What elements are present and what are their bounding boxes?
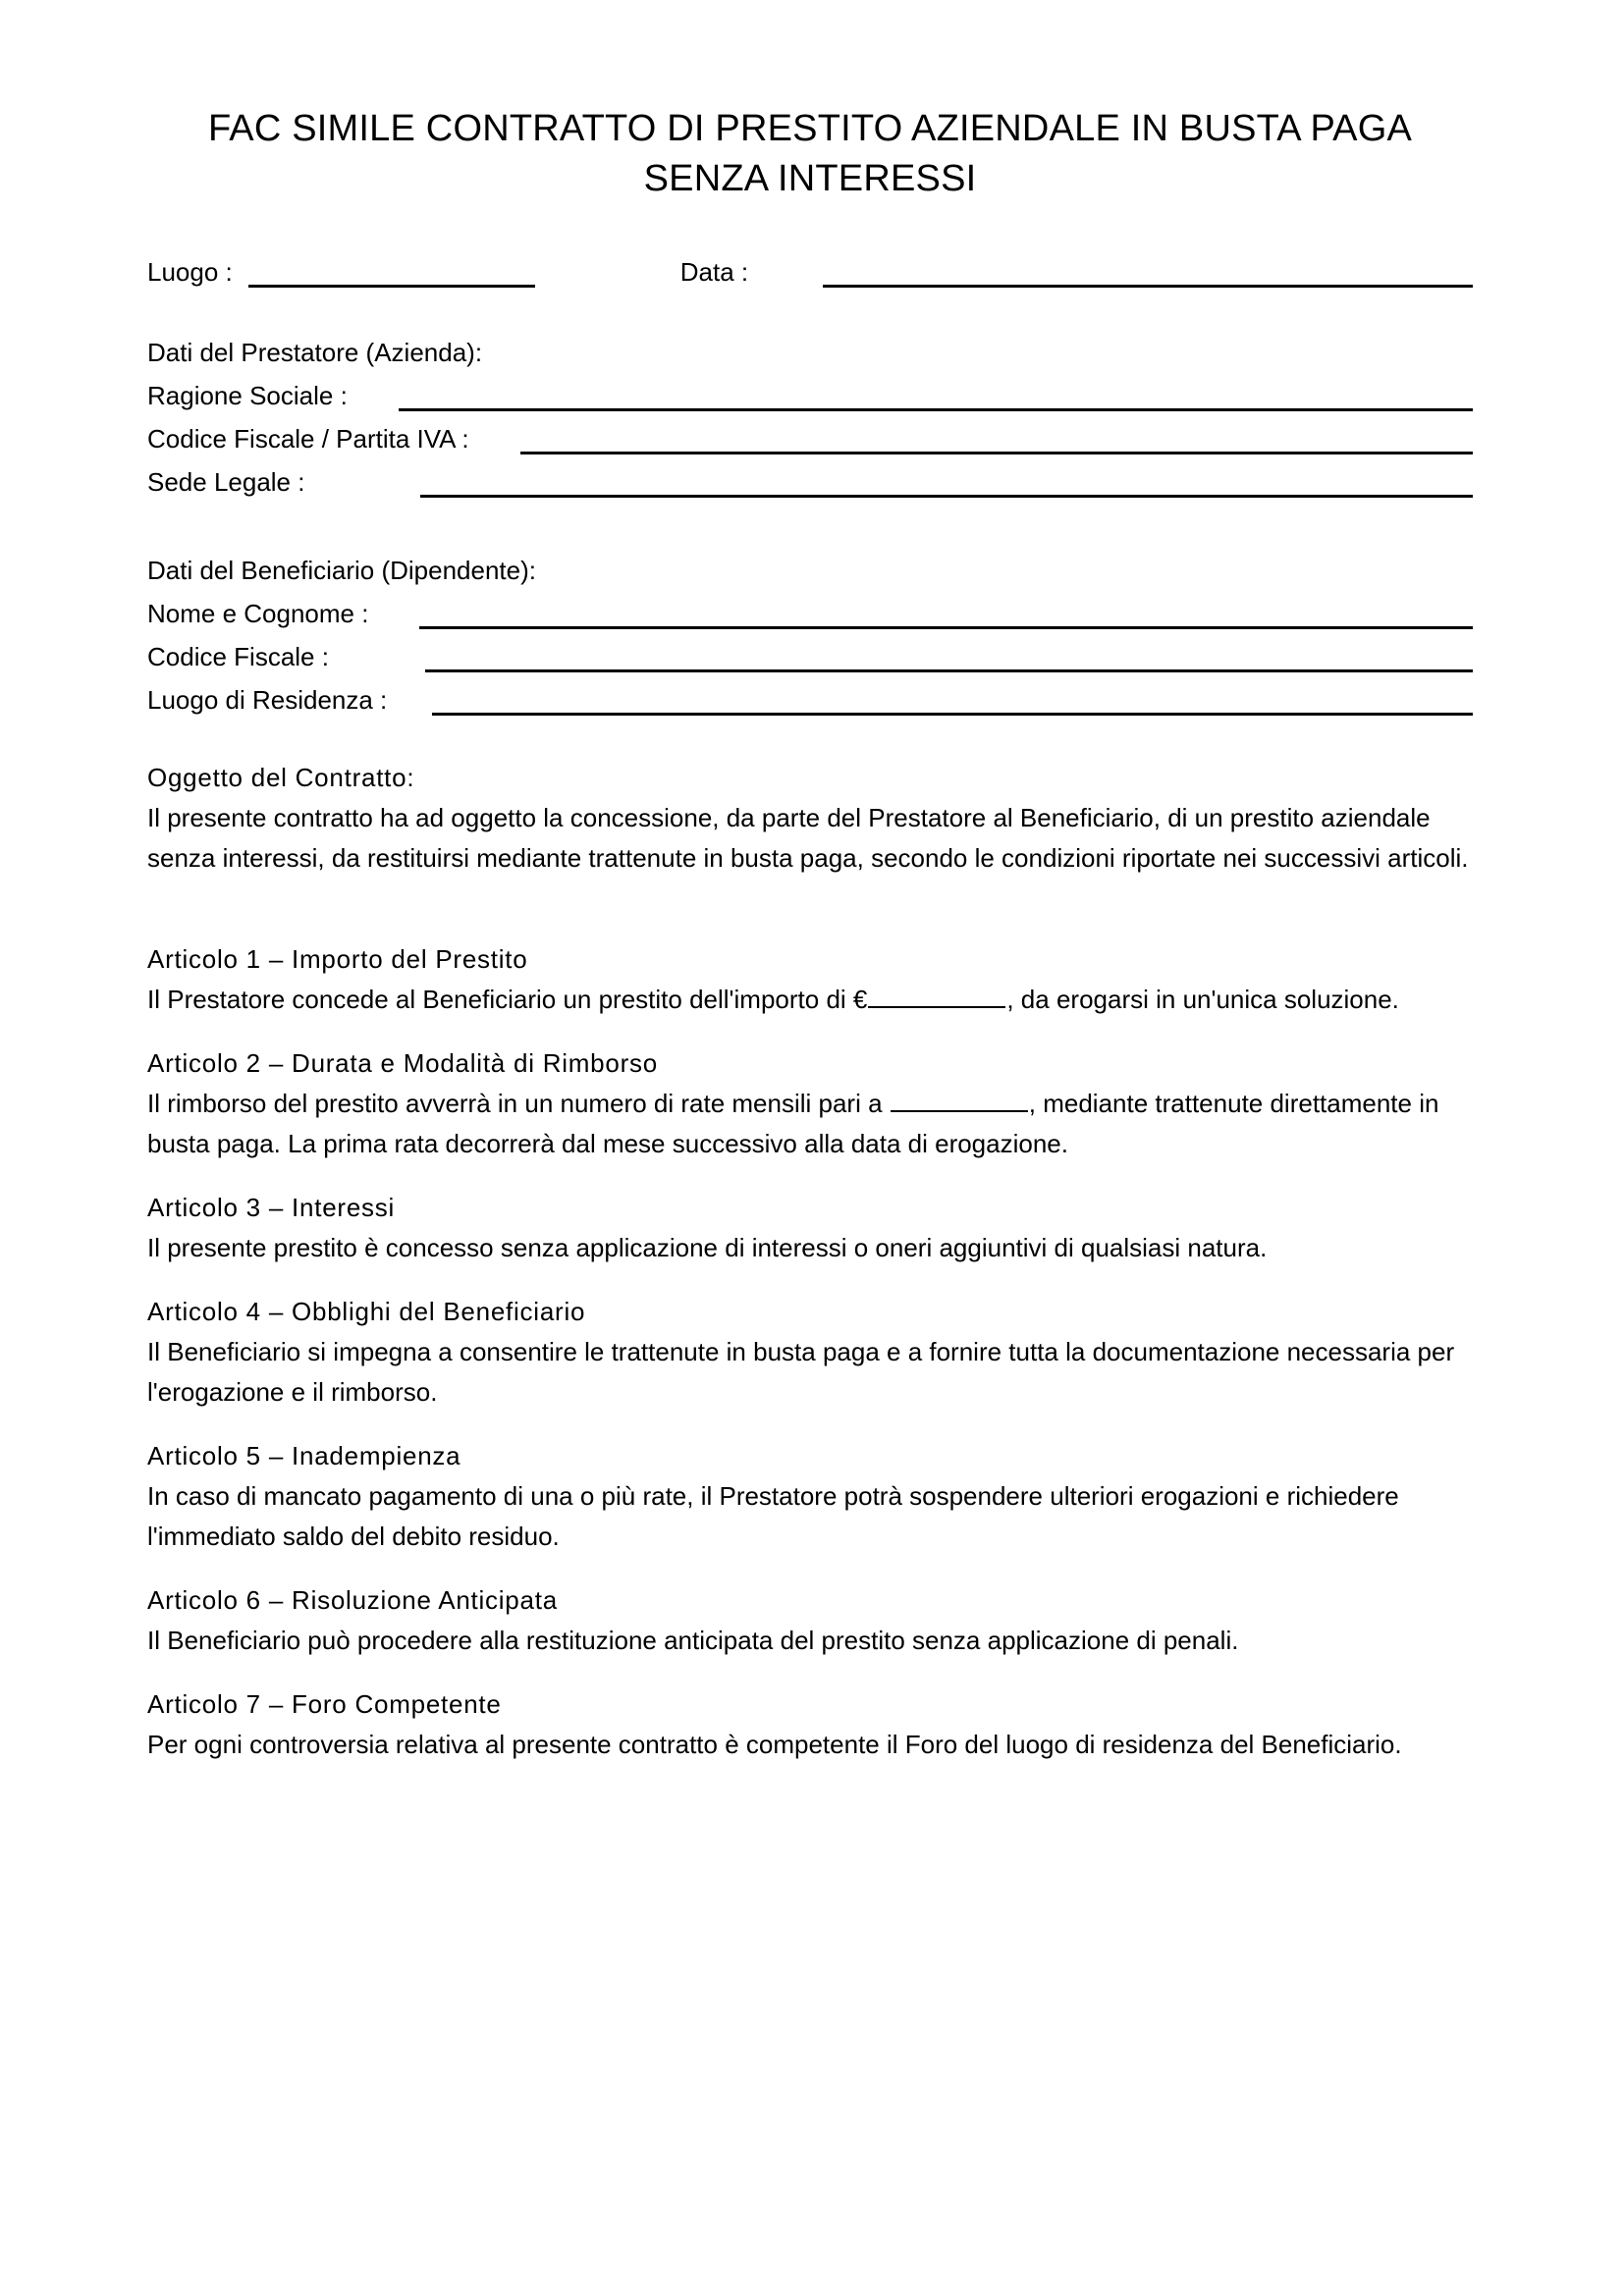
page-title bbox=[147, 0, 1473, 204]
field-label: Codice Fiscale : bbox=[147, 642, 329, 671]
data-label: Data : bbox=[679, 257, 749, 287]
field-codice-fiscale-piva bbox=[147, 416, 1473, 459]
field-label: Sede Legale : bbox=[147, 467, 305, 497]
spacer bbox=[147, 1661, 1473, 1684]
rate-blank-field[interactable] bbox=[891, 1091, 1028, 1112]
article-4-paragraph: Il Beneficiario si impegna a consentire le trattenute in busta paga e a fornire tutta la documentazione necessaria per l'erogazione e il rimborso. bbox=[147, 1337, 1455, 1407]
article-1-paragraph bbox=[147, 980, 1473, 1020]
luogo-data-row bbox=[147, 249, 1473, 293]
field-ragione-sociale bbox=[147, 373, 1473, 416]
luogo-input-rule[interactable] bbox=[248, 285, 535, 288]
title-line-1: FAC SIMILE CONTRATTO DI PRESTITO AZIENDALE IN BUSTA PAGA bbox=[207, 108, 1413, 149]
beneficiario-section-title: Dati del Beneficiario (Dipendente): bbox=[147, 556, 536, 585]
prestatore-fields bbox=[147, 373, 1473, 503]
article-6-heading: Articolo 6 – Risoluzione Anticipata bbox=[147, 1585, 558, 1615]
sede-legale-input-rule[interactable] bbox=[420, 495, 1473, 498]
field-codice-fiscale bbox=[147, 634, 1473, 677]
article-7-heading: Articolo 7 – Foro Competente bbox=[147, 1689, 502, 1719]
spacer bbox=[147, 293, 1473, 330]
spacer bbox=[147, 1557, 1473, 1580]
article-5-heading: Articolo 5 – Inadempienza bbox=[147, 1441, 461, 1470]
spacer bbox=[147, 1268, 1473, 1292]
field-sede-legale bbox=[147, 459, 1473, 503]
spacer bbox=[147, 1413, 1473, 1436]
beneficiario-fields bbox=[147, 591, 1473, 721]
spacer bbox=[147, 879, 1473, 939]
article-2-text-before: Il rimborso del prestito avverrà in un numero di rate mensili pari a bbox=[147, 1089, 890, 1118]
luogo-label: Luogo : bbox=[147, 257, 233, 287]
article-1-text-before: Il Prestatore concede al Beneficiario un prestito dell'importo di € bbox=[147, 985, 868, 1014]
article-7-paragraph: Per ogni controversia relativa al presente contratto è competente il Foro del luogo di residenza del Beneficiario. bbox=[147, 1730, 1402, 1759]
article-2-text-after: , mediante trattenute direttamente in busta paga. La prima rata decorrerà dal mese successivo alla data di erogazione. bbox=[147, 1089, 1439, 1158]
article-3-paragraph: Il presente prestito è concesso senza applicazione di interessi o oneri aggiuntivi di qualsiasi natura. bbox=[147, 1233, 1268, 1262]
data-input-rule[interactable] bbox=[823, 285, 1473, 288]
document-content bbox=[147, 0, 1473, 1765]
oggetto-heading: Oggetto del Contratto: bbox=[147, 763, 415, 792]
field-label: Nome e Cognome : bbox=[147, 599, 369, 628]
spacer bbox=[147, 721, 1473, 758]
article-5-paragraph: In caso di mancato pagamento di una o più rate, il Prestatore potrà sospendere ulteriori erogazioni e richiedere l'immediato saldo del debito residuo. bbox=[147, 1481, 1399, 1551]
spacer bbox=[147, 1020, 1473, 1043]
article-4-heading: Articolo 4 – Obblighi del Beneficiario bbox=[147, 1297, 586, 1326]
nome-cognome-input-rule[interactable] bbox=[419, 626, 1473, 629]
article-3-heading: Articolo 3 – Interessi bbox=[147, 1193, 396, 1222]
codice-fiscale-piva-input-rule[interactable] bbox=[520, 452, 1473, 454]
field-label: Ragione Sociale : bbox=[147, 381, 348, 410]
article-2-heading: Articolo 2 – Durata e Modalità di Rimborso bbox=[147, 1048, 658, 1078]
field-label: Codice Fiscale / Partita IVA : bbox=[147, 424, 469, 454]
ragione-sociale-input-rule[interactable] bbox=[399, 408, 1473, 411]
article-2-paragraph bbox=[147, 1084, 1473, 1164]
article-6-paragraph: Il Beneficiario può procedere alla restituzione anticipata del prestito senza applicazione di penali. bbox=[147, 1626, 1239, 1655]
importo-blank-field[interactable] bbox=[868, 987, 1005, 1008]
spacer bbox=[147, 1164, 1473, 1188]
spacer bbox=[147, 503, 1473, 548]
prestatore-section-title: Dati del Prestatore (Azienda): bbox=[147, 338, 483, 367]
article-1-text-after: , da erogarsi in un'unica soluzione. bbox=[1006, 985, 1399, 1014]
codice-fiscale-input-rule[interactable] bbox=[425, 669, 1473, 672]
oggetto-paragraph: Il presente contratto ha ad oggetto la concessione, da parte del Prestatore al Beneficiario, di un prestito aziendale senza interessi, da restituirsi mediante trattenute in busta paga, secondo le condizioni riportate nei successivi articoli. bbox=[147, 803, 1469, 873]
luogo-residenza-input-rule[interactable] bbox=[432, 713, 1473, 716]
spacer bbox=[147, 204, 1473, 249]
field-nome-cognome bbox=[147, 591, 1473, 634]
article-1-heading: Articolo 1 – Importo del Prestito bbox=[147, 944, 528, 974]
title-line-2: SENZA INTERESSI bbox=[643, 158, 977, 199]
field-luogo-residenza bbox=[147, 677, 1473, 721]
field-label: Luogo di Residenza : bbox=[147, 685, 388, 715]
